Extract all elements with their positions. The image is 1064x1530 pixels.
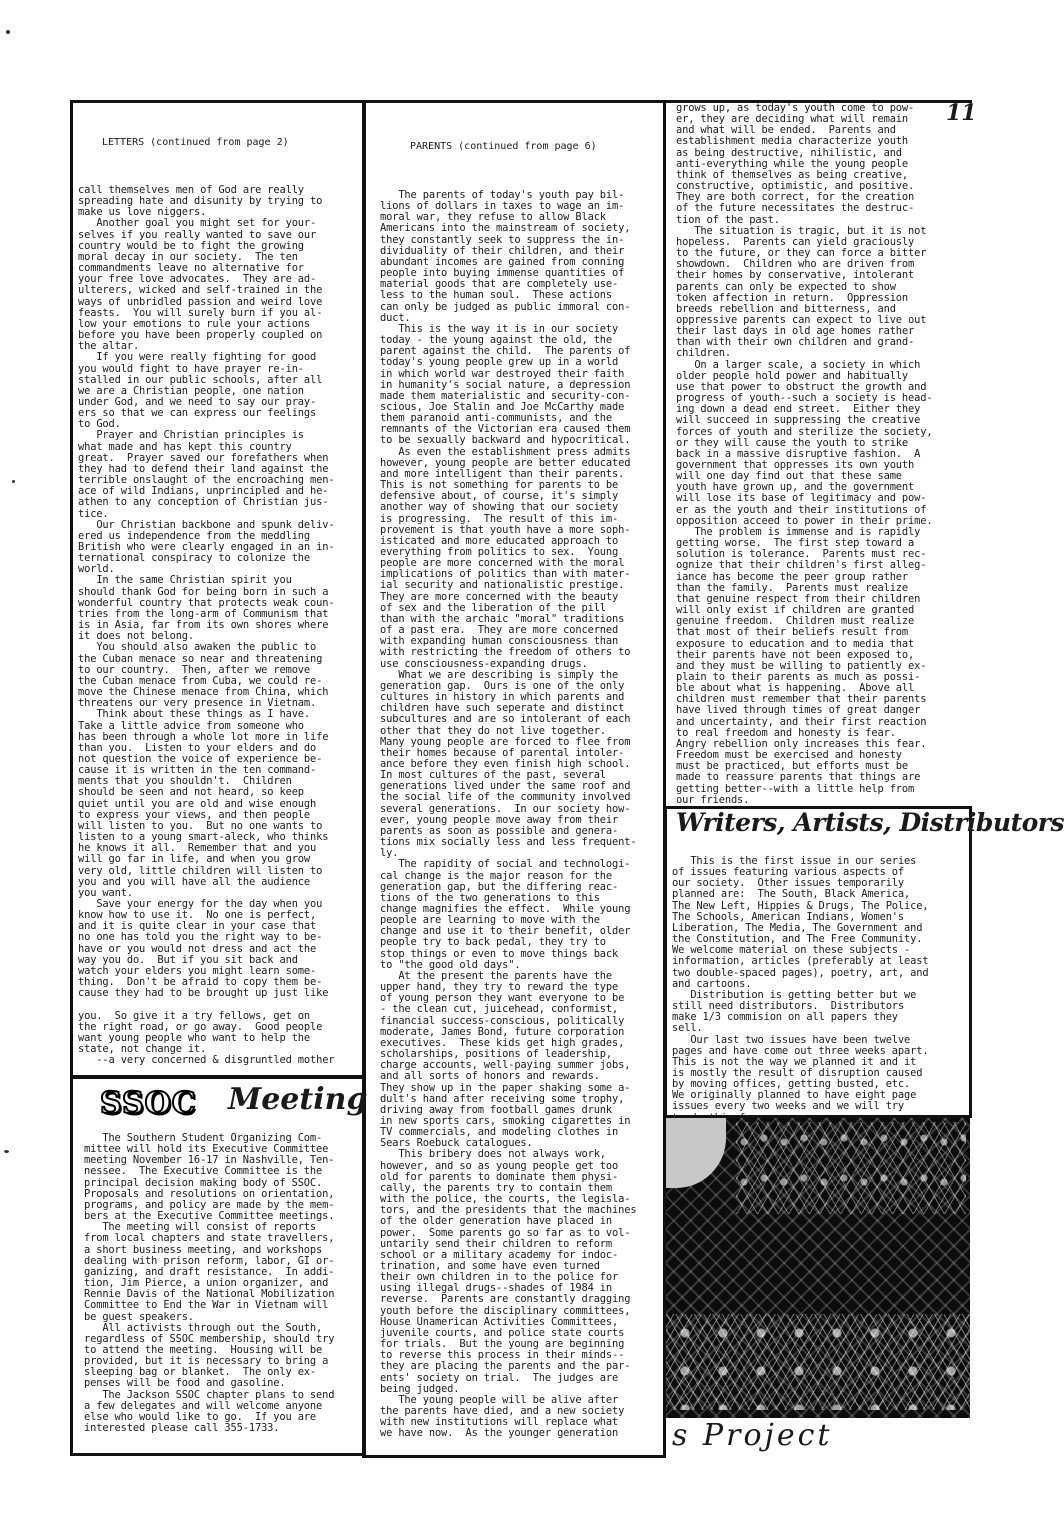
letters-header: LETTERS (continued from page 2): [102, 137, 289, 148]
writers-box-title: Writers, Artists, Distributors: [676, 808, 1064, 837]
ssoc-meeting-word: Meeting: [228, 1082, 368, 1117]
scan-speck: [4, 1150, 9, 1153]
photo-hand: [666, 1118, 726, 1188]
ssoc-body: The Southern Student Organizing Com- mittee will hold its Executive Committee meeting November 16-17 in Nashville, Ten- nessee. The Executive Committee is the principal decision making body of SSOC. Proposals and resolutions on orientation, programs, and policy are made by the mem- bers at the Executive Committee meetings. The meeting will consist of reports from local chapters and state travellers, a short business meeting, and workshops dealing with prison reform, labor, GI or- ganizing, and draft resistance. In addi- tion, Jim Pierce, a union organizer, and Rennie Davis of the National Mobilization Committee to End the War in Vietnam will be guest speakers. All activists through out the South, regardless of SSOC membership, should try to attend the meeting. Housing will be provided, but it is necessary to bring a sleeping bag or blanket. The only ex- penses will be food and gasoline. The Jackson SSOC chapter plans to send a few delegates and will welcome anyone else who would like to go. If you are interested please call 355-1733.: [84, 1132, 335, 1435]
photo-lace-bottom: [666, 1314, 970, 1410]
parents-body: The parents of today's youth pay bil- lions of dollars in taxes to wage an im- moral war, they refuse to allow Black Americans into the mainstream of society, they constantly seek to suppress the in- dividuality of their children, and their abundant incomes are gained from conning people into buying immense quantities of material goods that are completely use- less to the human soul. These actions can only be judged as public immoral con- duct. This is the way it is in our society today - the young against the old, the parent against the child. The parents of today's young people grew up in a world in which world war destroyed their faith in humanity's social nature, a depression made them materialistic and security-con- scious, Joe Stalin and Joe McCarthy made them paranoid anti-communists, and the remnants of the Victorian era caused them to be sexually backward and hypocritical. As even the establishment press admits however, young people are better educated and more intelligent than their parents. This is not something for parents to be defensive about, of course, it's simply another way of showing that our society is progressing. The result of this im- provement is that youth have a more soph- isticated and more educated approach to everything from politics to sex. Young people are more concerned with the moral implications of politics than with mater- ial security and nationalistic prestige. They are more concerned with the beauty of sex and the liberation of the pill than with the archaic "moral" traditions of a past era. They are more concerned with expanding human consciousness than with restricting the freedom of others to use consciousness-expanding drugs. What we are describing is simply the generation gap. Ours is one of the only cultures in history in which parents and children have such seperate and distinct subcultures and are so intolerant of each other that they do not live together. Many young people are forced to flee from their homes because of parental intoler- ance before they even finish high school. In most cultures of the past, several generations lived under the same roof and the social life of the community involved several generations. In our society how- ever, young people move away from their parents as soon as possible and genera- tions mix socially less and less frequent- ly. The rapidity of social and technologi- cal change is the major reason for the generation gap, but the differing reac- tions of the two generations to this change magnifies the effect. While young people are learning to move with the change and use it to their benefit, older people try to back pedal, they try to stop things or even to move things back to "the good old days". At the present the parents have the upper hand, they try to reward the type of young person they want everyone to be - the clean cut, juicehead, conformist, financial success-conscious, politically moderate, James Bond, future corporation executives. These kids get high grades, scholarships, positions of leadership, charge accounts, well-paying summer jobs, and all sorts of honors and rewards. They show up in the paper shaking some a- dult's hand after receiving some trophy, driving away from football games drunk in new sports cars, smoking cigarettes in TV commercials, and modeling clothes in Sears Roebuck catalogues. This bribery does not always work, however, and so as young people get too old for parents to dominate them physi- cally, the parents try to contain them with the police, the courts, the legisla- tors, and the presidents that the machines of the older generation have placed in power. Some parents go so far as to vol- untarily send their children to reform school or a military academy for indoc- trination, and some have even turned their own children in to the police for using illegal drugs--shades of 1984 in reverse. Parents are constantly dragging youth before the disciplinary committees, House Unamerican Activities Committees, juvenile courts, and police state courts for trials. But the young are beginning to reverse this process in their minds-- they are placing the parents and the par- ents' society on trial. The judges are being judged. The young people will be alive after the parents have died, and a new society with new institutions will replace what we have now. As the younger generation: [380, 189, 637, 1440]
ssoc-logo: SSOC: [100, 1086, 197, 1121]
parents-header: PARENTS (continued from page 6): [410, 141, 597, 152]
scan-speck: [12, 480, 15, 483]
page-number: 11: [946, 100, 977, 126]
lace-photo: [666, 1118, 970, 1418]
column3-body: grows up, as today's youth come to pow- er, they are deciding what will remain and what will be ended. Parents and establishment media characterize youth as being destructive, nihilistic, and anti-everything while the young people think of themselves as being creative, constructive, optimistic, and positive. They are both correct, for the creation of the future necessitates the destruc- tion of the past. The situation is tragic, but it is not hopeless. Parents can yield graciously to the future, or they can force a bitter showdown. Children who are driven from their homes by conservative, intolerant parents can only be expected to show token affection in return. Oppression breeds rebellion and bitterness, and oppressive parents can expect to live out their last days in old age homes rather than with their own children and grand- children. On a larger scale, a society in which older people hold power and habitually use that power to obstruct the growth and progress of youth--such a society is head- ing down a dead end street. Either they will succeed in suppressing the creative forces of youth and sterilize the society, or they will cause the youth to strike back in a massive disruptive fashion. A government that oppresses its own youth will one day find out that these same youth have grown up, and the government will lose its base of legitimacy and pow- er as the youth and their institutions of opposition acceed to power in their prime. The problem is immense and is rapidly getting worse. The first step toward a solution is tolerance. Parents must rec- ognize that their children's first alleg- iance has become the peer group rather than the family. Parents must realize that genuine respect from their children will only exist if children are granted genuine freedom. Children must realize that most of their beliefs result from exposure to education and to media that their parents have not been exposed to, and they must be willing to patiently ex- plain to their parents as much as possi- ble about what is happening. Above all children must remember that their parents have lived through times of great danger and uncertainty, and their first reaction to real freedom and honesty is fear. Angry rebellion only increases this fear. Freedom must be exercised and honesty must be practiced, but efforts must be made to reassure parents that things are getting better--with a little help from our friends.: [676, 102, 933, 806]
photo-lace-top: [736, 1122, 966, 1214]
writers-box-body: This is the first issue in our series of issues featuring various aspects of our society. Other issues temporarily planned are: The South, Black America, The New Left, Hippies & Drugs, The Police, The Schools, American Indians, Women's Liberation, The Media, The Government and the Constitution, and The Free Community. We welcome material on these subjects - information, articles (preferably at least two double-spaced pages), poetry, art, and and cartoons. Distribution is getting better but we still need distributors. Distributors make 1/3 commision on all papers they sell. Our last two issues have been twelve pages and have come out three weeks apart. This is not the way we planned it and it is mostly the result of disruption caused by moving offices, getting busted, etc. We originally planned to have eight page issues every two weeks and we will try: [672, 855, 929, 1113]
scan-speck: [6, 30, 10, 34]
ssoc-title: [100, 1082, 368, 1122]
letters-body: call themselves men of God are really spreading hate and disunity by trying to make us love niggers. Another goal you might set for your- selves if you really wanted to save our country would be to fight the growing moral decay in our society. The ten commandments leave no alternative for your free love advocates. They are ad- ulterers, wicked and self-trained in the ways of unbridled passion and weird love feasts. You will surely burn if you al- low your emotions to rule your actions before you have been properly coupled on the altar. If you were really fighting for good you would fight to have prayer re-in- stalled in our public schools, after all we are a Christian people, one nation under God, and we need to say our pray- ers so that we can express our feelings to God. Prayer and Christian principles is what made and has kept this country great. Prayer saved our forefathers when they had to defend their land against the terrible onslaught of the encroaching men- ace of wild Indians, unprincipled and he- athen to any conception of Christian jus- tice. Our Christian backbone and spunk deliv- ered us independence from the meddling British who were clearly engaged in an in- ternational conspiracy to colonize the world. In the same Christian spirit you should thank God for being born in such a wonderful country that protects weak coun- tries from the long-arm of Communism that is in Asia, far from its own shores where it does not belong. You should also awaken the public to the Cuban menace so near and threatening to our country. Then, after we remove the Cuban menace from Cuba, we could re- move the Chinese menace from China, which threatens our very presence in Vietnam. Think about these things as I have. Take a little advice from someone who has been through a whole lot more in life than you. Listen to your elders and do not question the voice of experience be- cause it is written in the ten command- ments that you shouldn't. Children should be seen and not heard, so keep quiet until you are old and wise enough to express your views, and then people will listen to you. But no one wants to listen to a young smart-aleck, who thinks he knows it all. Remember that and you will go far in life, and when you grow very old, little children will listen to you and you will have all the audience you want. Save your energy for the day when you know how to use it. No one is perfect, and it is quite clear in your case that no one has told you the right way to be- have or you would not dress and act the way you do. But if you sit back and watch your elders you might learn some- thing. Don't be afraid to copy them be- cause they had to be brought up just like you. So give it a try fellows, get on the right road, or go away. Good people want young people who want to help the state, not change it. --a very concerned & disgruntled mother: [78, 184, 335, 1067]
photo-caption: s Project: [672, 1418, 833, 1453]
